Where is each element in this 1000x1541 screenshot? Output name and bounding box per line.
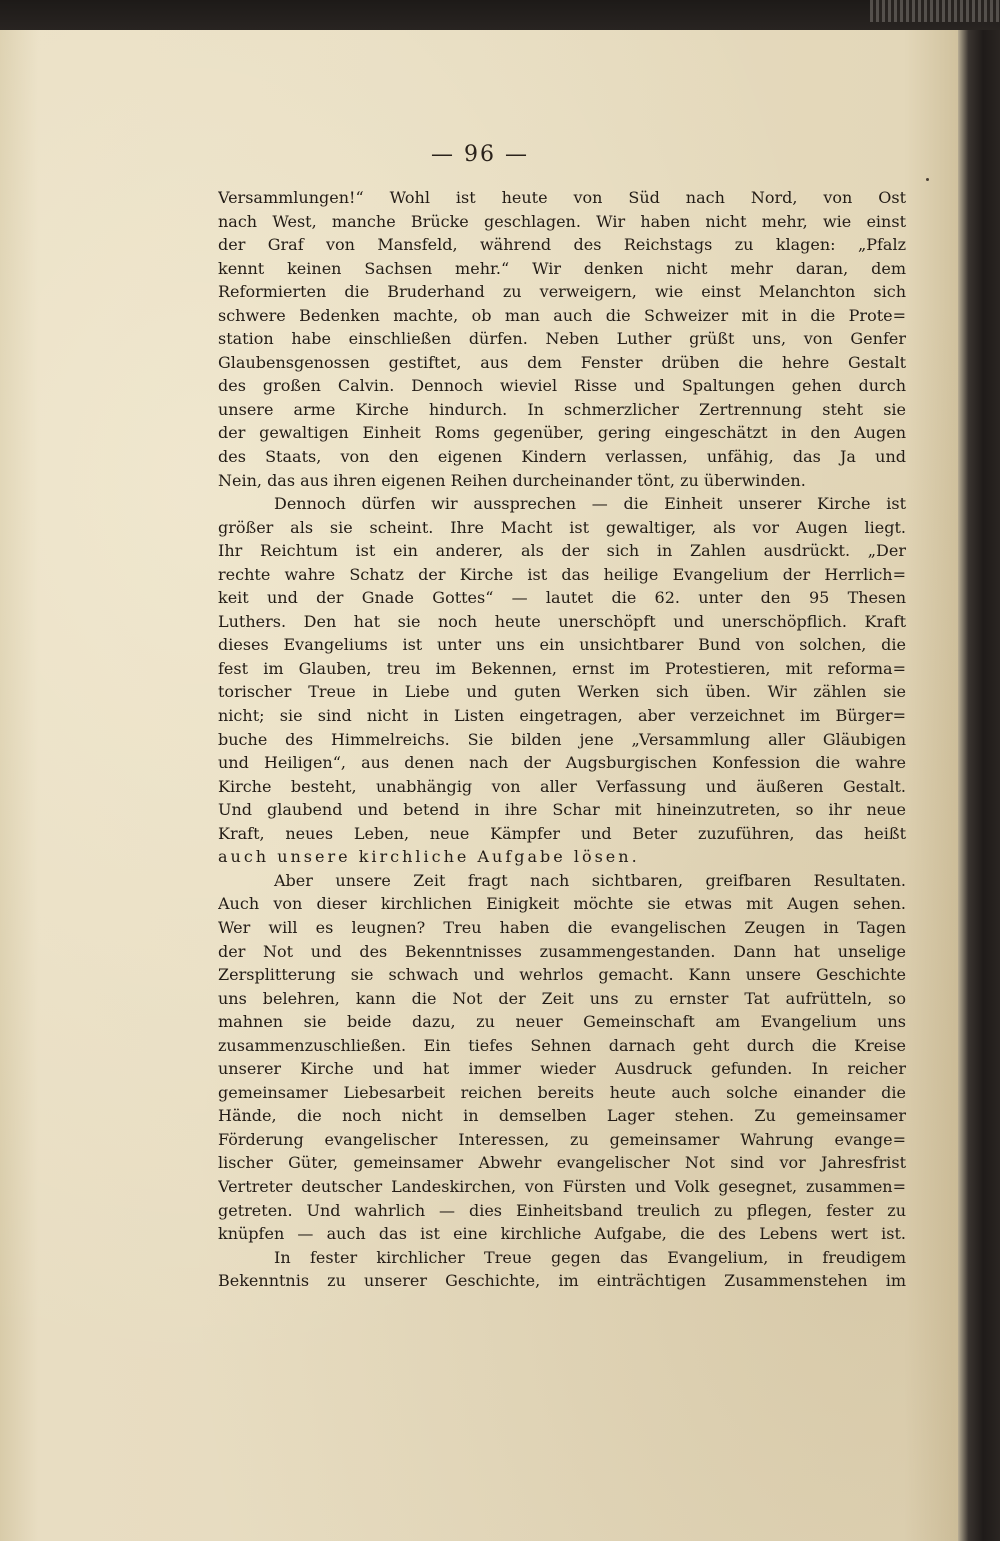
text-line: Glaubensgenossen gestiftet, aus dem Fenster drüben die hehre Gestalt [218, 352, 906, 372]
text-line: mahnen sie beide dazu, zu neuer Gemeinschaft am Evangelium uns [218, 1012, 906, 1032]
color-calibration-strip [870, 0, 1000, 22]
text-line: rechte wahre Schatz der Kirche ist das heilige Evangelium der Herrlich= [218, 564, 906, 584]
text-line: Ihr Reichtum ist ein anderer, als der sich in Zahlen ausdrückt. „Der [218, 541, 906, 561]
text-line: Reformierten die Bruderhand zu verweigern, wie einst Melanchton sich [218, 282, 906, 302]
text-line: buche des Himmelreichs. Sie bilden jene „Versammlung aller Gläubigen [218, 729, 906, 749]
text-line: Wer will es leugnen? Treu haben die evangelischen Zeugen in Tagen [218, 917, 906, 937]
text-line: unsere arme Kirche hindurch. In schmerzlicher Zertrennung steht sie [218, 399, 906, 419]
text-line: größer als sie scheint. Ihre Macht ist gewaltiger, als vor Augen liegt. [218, 517, 906, 537]
text-line: des Staats, von den eigenen Kindern verlassen, unfähig, das Ja und [218, 447, 906, 467]
text-line: zusammenzuschließen. Ein tiefes Sehnen darnach geht durch die Kreise [218, 1035, 906, 1055]
text-line: Dennoch dürfen wir aussprechen — die Einheit unserer Kirche ist [274, 494, 906, 514]
text-line: nicht; sie sind nicht in Listen eingetragen, aber verzeichnet im Bürger= [218, 706, 906, 726]
text-line: In fester kirchlicher Treue gegen das Evangelium, in freudigem [274, 1247, 906, 1267]
text-line: station habe einschließen dürfen. Neben Luther grüßt uns, von Genfer [218, 329, 906, 349]
text-line: unserer Kirche und hat immer wieder Ausdruck gefunden. In reicher [218, 1059, 906, 1079]
text-line: Bekenntnis zu unserer Geschichte, im einträchtigen Zusammenstehen im [218, 1271, 906, 1291]
text-line: auch unsere kirchliche Aufgabe lösen. [218, 847, 640, 867]
text-line: gemeinsamer Liebesarbeit reichen bereits heute auch solche einander die [218, 1082, 906, 1102]
page-edge-shadow [958, 30, 1000, 1541]
text-line: lischer Güter, gemeinsamer Abwehr evangelischer Not sind vor Jahresfrist [218, 1153, 906, 1173]
text-line: Versammlungen!“ Wohl ist heute von Süd nach Nord, von Ost [218, 188, 906, 207]
text-line: und Heiligen“, aus denen nach der Augsburgischen Konfession die wahre [218, 753, 906, 773]
text-line: Aber unsere Zeit fragt nach sichtbaren, greifbaren Resultaten. [274, 870, 906, 890]
text-line: Kraft, neues Leben, neue Kämpfer und Beter zuzuführen, das heißt [218, 823, 906, 843]
text-line: keit und der Gnade Gottes“ — lautet die 62. unter den 95 Thesen [218, 588, 906, 608]
text-line: Kirche besteht, unabhängig von aller Verfassung und äußeren Gestalt. [218, 776, 906, 796]
text-line: Vertreter deutscher Landeskirchen, von Fürsten und Volk gesegnet, zusammen= [218, 1176, 906, 1196]
text-line: kennt keinen Sachsen mehr.“ Wir denken nicht mehr daran, dem [218, 258, 906, 278]
text-line: fest im Glauben, treu im Bekennen, ernst im Protestieren, mit reforma= [218, 658, 906, 678]
text-line: Auch von dieser kirchlichen Einigkeit möchte sie etwas mit Augen sehen. [218, 894, 906, 914]
text-line: Förderung evangelischer Interessen, zu gemeinsamer Wahrung evange= [218, 1129, 906, 1149]
text-line: getreten. Und wahrlich — dies Einheitsband treulich zu pflegen, fester zu [218, 1200, 906, 1220]
text-line: der Graf von Mansfeld, während des Reichstags zu klagen: „Pfalz [218, 235, 906, 255]
text-line: knüpfen — auch das ist eine kirchliche Aufgabe, die des Lebens wert ist. [218, 1224, 906, 1244]
text-line: des großen Calvin. Dennoch wieviel Risse und Spaltungen gehen durch [218, 376, 906, 396]
text-line: dieses Evangeliums ist unter uns ein unsichtbarer Bund von solchen, die [218, 635, 906, 655]
text-line: torischer Treue in Liebe und guten Werken sich üben. Wir zählen sie [218, 682, 906, 702]
text-line: uns belehren, kann die Not der Zeit uns zu ernster Tat aufrütteln, so [218, 988, 906, 1008]
ink-speck [926, 178, 929, 181]
text-line: Nein, das aus ihren eigenen Reihen durcheinander tönt, zu überwinden. [218, 470, 806, 490]
text-line: nach West, manche Brücke geschlagen. Wir haben nicht mehr, wie einst [218, 211, 906, 231]
text-line: Zersplitterung sie schwach und wehrlos gemacht. Kann unsere Geschichte [218, 965, 906, 985]
text-line: der gewaltigen Einheit Roms gegenüber, gering eingeschätzt in den Augen [218, 423, 906, 443]
text-line: schwere Bedenken machte, ob man auch die Schweizer mit in die Prote= [218, 305, 906, 325]
text-line: der Not und des Bekenntnisses zusammengestanden. Dann hat unselige [218, 941, 906, 961]
text-line: Und glaubend und betend in ihre Schar mit hineinzutreten, so ihr neue [218, 800, 906, 820]
page-number: — 96 — [431, 142, 529, 167]
text-line: Luthers. Den hat sie noch heute unerschöpft und unerschöpflich. Kraft [218, 611, 906, 631]
text-line: Hände, die noch nicht in demselben Lager stehen. Zu gemeinsamer [218, 1106, 906, 1126]
body-text [218, 186, 906, 1293]
